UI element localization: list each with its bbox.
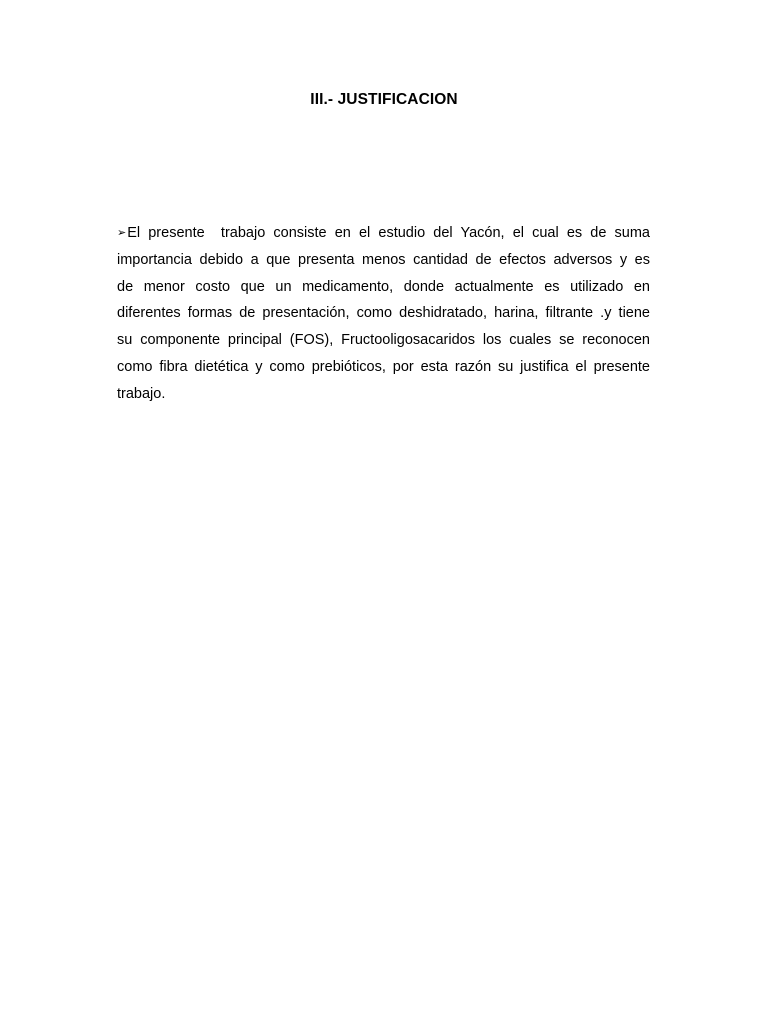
paragraph-line: importancia debido a que presenta menos cantidad de efectos adversos y es: [117, 251, 650, 268]
paragraph-line: [117, 220, 650, 247]
paragraph-line: trabajo.: [117, 385, 166, 402]
arrowhead-bullet-icon: ➢: [117, 226, 127, 239]
paragraph-line: como fibra dietética y como prebióticos, por esta razón su justifica el presente: [117, 358, 650, 375]
section-heading: III.- JUSTIFICACION: [310, 91, 458, 108]
justification-paragraph: [117, 220, 650, 408]
paragraph-line: de menor costo que un medicamento, donde actualmente es utilizado en: [117, 278, 650, 295]
paragraph-line: diferentes formas de presentación, como deshidratado, harina, filtrante .y tiene: [117, 305, 650, 322]
paragraph-line: su componente principal (FOS), Fructooligosacaridos los cuales se reconocen: [117, 332, 650, 349]
paragraph-line-text: El presente trabajo consiste en el estudio del Yacón, el cual es de suma: [127, 225, 650, 241]
